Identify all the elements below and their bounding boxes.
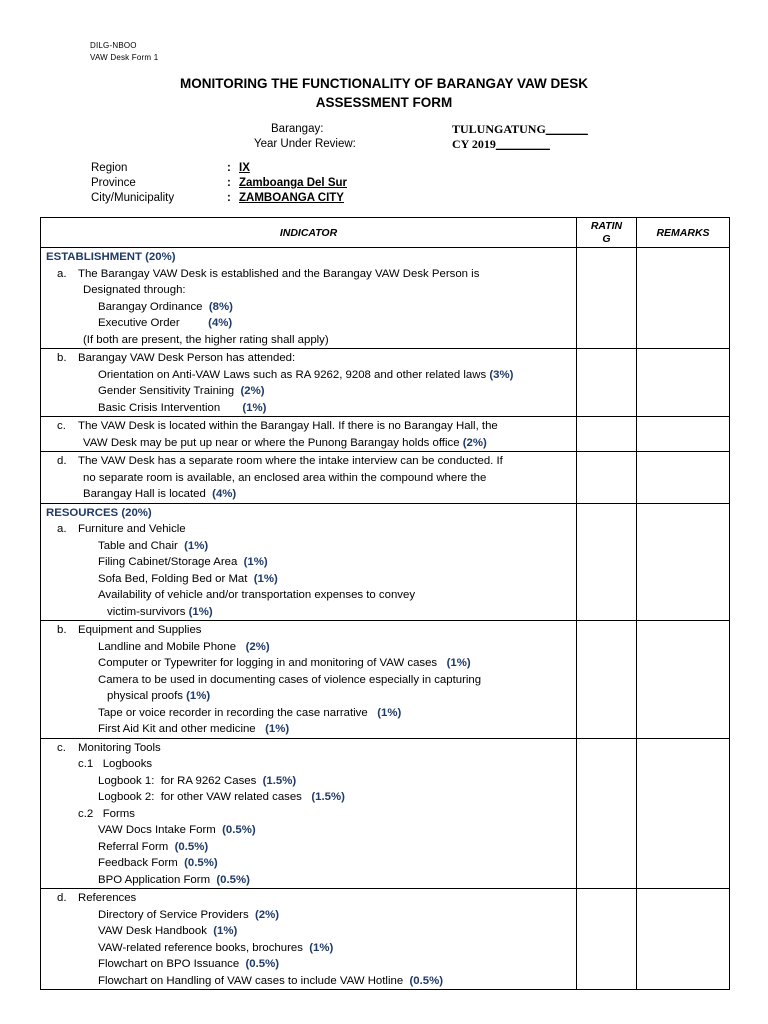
indicator-text (78, 740, 161, 757)
province-colon: : (227, 177, 231, 189)
indicator-cell (41, 738, 577, 889)
item-marker: b. (57, 352, 67, 364)
remarks-header: REMARKS (637, 218, 730, 248)
weight-percent: (2%) (254, 908, 280, 921)
table-row (41, 349, 730, 417)
indicator-text (78, 622, 201, 639)
weight-percent: (1%) (213, 925, 238, 937)
indicator-text (98, 571, 278, 588)
indicator-label: Flowchart on BPO Issuance (98, 958, 246, 970)
indicator-text (78, 266, 479, 283)
indicator-line (41, 350, 576, 367)
indicator-text (98, 940, 333, 957)
indicator-text (98, 315, 232, 332)
indicator-label: Landline and Mobile Phone (98, 640, 246, 653)
indicator-text (98, 538, 208, 555)
indicator-line (41, 655, 576, 672)
indicator-text (83, 486, 236, 503)
indicator-text (98, 789, 345, 806)
indicator-text (98, 855, 218, 872)
indicator-line (41, 956, 576, 973)
weight-percent: (0.5%) (222, 824, 256, 836)
remarks-cell[interactable] (637, 452, 730, 504)
city-label: City/Municipality (91, 192, 175, 204)
indicator-label: Filing Cabinet/Storage Area (98, 556, 244, 568)
item-marker: c. (57, 741, 66, 754)
indicator-line (41, 806, 576, 823)
indicator-text (83, 470, 486, 487)
remarks-cell[interactable] (637, 889, 730, 990)
rating-cell[interactable] (577, 452, 637, 504)
indicator-line (41, 721, 576, 738)
indicator-label: First Aid Kit and other medicine (98, 723, 266, 735)
rating-cell[interactable] (577, 349, 637, 417)
weight-percent: (1%) (184, 539, 209, 552)
indicator-line (41, 470, 576, 487)
indicator-text (98, 672, 481, 689)
indicator-text (98, 587, 415, 604)
indicator-line (41, 400, 576, 417)
item-marker: a. (57, 267, 67, 280)
indicator-line (41, 855, 576, 872)
remarks-cell[interactable] (637, 738, 730, 889)
province-value: Zamboanga Del Sur (239, 177, 347, 189)
region-label: Region (91, 162, 128, 174)
indicator-text (107, 688, 210, 705)
weight-percent: (0.5%) (174, 840, 209, 853)
page-title: MONITORING THE FUNCTIONALITY OF BARANGAY VAW DESK (179, 76, 589, 91)
indicator-line (41, 839, 576, 856)
indicator-line (41, 418, 576, 435)
weight-percent: (3%) (489, 368, 514, 381)
indicator-line (41, 486, 576, 503)
indicator-label: Tape or voice recorder in recording the case narrative (98, 706, 378, 719)
weight-percent: (1.5%) (262, 774, 297, 787)
indicator-cell (41, 889, 577, 990)
indicator-line (41, 672, 576, 689)
indicator-label: Equipment and Supplies (78, 624, 202, 636)
rating-header-line1: RATIN (590, 219, 623, 232)
indicator-text (78, 453, 503, 470)
indicator-label: VAW Desk Handbook (98, 925, 214, 937)
indicator-label: Gender Sensitivity Training (98, 385, 241, 397)
indicator-label: Furniture and Vehicle (78, 523, 186, 535)
indicator-text (98, 973, 443, 990)
weight-percent: (1%) (446, 657, 471, 669)
indicator-text (83, 435, 487, 452)
indicator-text (78, 418, 498, 435)
indicator-cell (41, 452, 577, 504)
indicator-label: Executive Order (98, 317, 209, 329)
indicator-text (98, 655, 471, 672)
indicator-text (78, 756, 152, 773)
indicator-text (98, 822, 256, 839)
table-row (41, 417, 730, 452)
rating-cell[interactable] (577, 738, 637, 889)
form-number: VAW Desk Form 1 (90, 53, 159, 62)
indicator-label: The VAW Desk has a separate room where the intake interview can be conducted. If (78, 455, 503, 467)
item-marker: c. (57, 420, 66, 432)
indicator-label: VAW-related reference books, brochures (98, 941, 310, 954)
indicator-text (98, 639, 270, 656)
rating-cell[interactable] (577, 889, 637, 990)
indicator-text (98, 923, 237, 940)
indicator-line (41, 505, 576, 522)
indicator-line (41, 249, 576, 266)
weight-percent: (1.5%) (311, 791, 345, 803)
weight-percent: (0.5%) (184, 857, 218, 869)
year-value (452, 137, 550, 152)
barangay-name: TULUNGATUNG (452, 122, 546, 136)
indicator-text (98, 872, 250, 889)
weight-percent: (2%) (462, 436, 487, 449)
indicator-label: The VAW Desk is located within the Barangay Hall. If there is no Barangay Hall, the (78, 420, 498, 432)
indicator-text (98, 773, 296, 790)
indicator-label: Logbook 1: for RA 9262 Cases (98, 774, 263, 787)
item-marker: b. (57, 624, 67, 636)
indicator-text (78, 890, 136, 907)
weight-percent: (0.5%) (409, 974, 444, 987)
indicator-label: Computer or Typewriter for logging in and monitoring of VAW cases (98, 657, 447, 669)
indicator-text (98, 721, 289, 738)
weight-percent: (1%) (309, 941, 334, 954)
city-colon: : (227, 192, 231, 204)
weight-percent: (1%) (243, 556, 268, 568)
indicator-cell (41, 248, 577, 349)
remarks-cell[interactable] (637, 248, 730, 349)
rating-cell[interactable] (577, 248, 637, 349)
table-row (41, 889, 730, 990)
indicator-line (41, 622, 576, 639)
indicator-line (41, 872, 576, 889)
indicator-text (78, 806, 135, 823)
indicator-text (107, 604, 213, 621)
indicator-line (41, 688, 576, 705)
indicator-line (41, 315, 576, 332)
weight-percent: (0.5%) (245, 958, 280, 970)
indicator-label: Directory of Service Providers (98, 908, 255, 921)
indicator-label: VAW Desk may be put up near or where the Punong Barangay holds office (83, 436, 463, 449)
indicator-label: c.2 Forms (78, 807, 135, 820)
indicator-header: INDICATOR (41, 218, 577, 248)
weight-percent: (1%) (186, 690, 211, 702)
indicator-label: c.1 Logbooks (78, 758, 153, 770)
indicator-line (41, 907, 576, 924)
table-row (41, 503, 730, 621)
indicator-label: Sofa Bed, Folding Bed or Mat (98, 572, 254, 585)
indicator-line (41, 435, 576, 452)
indicator-line (41, 940, 576, 957)
indicator-line (41, 299, 576, 316)
remarks-cell[interactable] (637, 417, 730, 452)
indicator-label: Designated through: (83, 284, 186, 296)
indicator-line (41, 383, 576, 400)
indicator-line (41, 521, 576, 538)
indicator-label: Table and Chair (98, 539, 185, 552)
indicator-line (41, 740, 576, 757)
indicator-label: Logbook 2: for other VAW related cases (98, 791, 312, 803)
indicator-text (78, 521, 186, 538)
indicator-line (41, 923, 576, 940)
indicator-line (41, 266, 576, 283)
item-marker: d. (57, 455, 67, 467)
year-label: Year Under Review: (254, 138, 356, 150)
remarks-cell[interactable] (637, 503, 730, 621)
indicator-text (83, 282, 186, 299)
indicator-label: Feedback Form (98, 857, 185, 869)
indicator-label: no separate room is available, an enclosed area within the compound where the (83, 471, 487, 484)
region-value: IX (239, 162, 250, 174)
indicator-line (41, 890, 576, 907)
indicator-line (41, 587, 576, 604)
indicator-line (41, 604, 576, 621)
indicator-label: victim-survivors (107, 605, 189, 618)
indicator-line (41, 773, 576, 790)
table-row (41, 452, 730, 504)
indicator-label: Availability of vehicle and/or transportation expenses to convey (98, 589, 416, 601)
rating-header (577, 218, 637, 248)
indicator-line (41, 789, 576, 806)
indicator-label: VAW Docs Intake Form (98, 824, 223, 836)
indicator-label: Orientation on Anti-VAW Laws such as RA 9262, 9208 and other related laws (98, 368, 490, 381)
indicator-text (98, 400, 266, 417)
province-label: Province (91, 177, 136, 189)
indicator-text (98, 383, 265, 400)
remarks-cell[interactable] (637, 349, 730, 417)
indicator-label: The Barangay VAW Desk is established and the Barangay VAW Desk Person is (78, 267, 480, 280)
form-code: DILG-NBOO (90, 41, 137, 50)
indicator-line (41, 639, 576, 656)
indicator-label: References (78, 892, 137, 904)
barangay-fill-line: _______ (545, 122, 588, 136)
indicator-line (41, 571, 576, 588)
indicator-label: Flowchart on Handling of VAW cases to include VAW Hotline (98, 974, 410, 987)
city-value: ZAMBOANGA CITY (239, 192, 344, 204)
weight-percent: (2%) (240, 385, 265, 397)
weight-percent: (0.5%) (216, 873, 250, 886)
indicator-text (83, 332, 329, 349)
indicator-label: Camera to be used in documenting cases of violence especially in capturing (98, 673, 482, 686)
weight-percent: (1%) (242, 401, 267, 414)
table-row (41, 738, 730, 889)
item-marker: d. (57, 892, 67, 904)
weight-percent: (8%) (208, 300, 233, 313)
indicator-line (41, 538, 576, 555)
section-heading: ESTABLISHMENT (20%) (46, 251, 176, 263)
rating-cell[interactable] (577, 417, 637, 452)
indicator-cell (41, 417, 577, 452)
indicator-cell (41, 349, 577, 417)
indicator-cell (41, 503, 577, 621)
rating-cell[interactable] (577, 503, 637, 621)
rating-header-line2: G (602, 232, 611, 245)
indicator-line (41, 822, 576, 839)
weight-percent: (1%) (188, 605, 213, 618)
indicator-line (41, 282, 576, 299)
table-row (41, 621, 730, 739)
indicator-label: Referral Form (98, 840, 175, 853)
weight-percent: (1%) (265, 723, 290, 735)
indicator-text (98, 839, 208, 856)
indicator-line (41, 756, 576, 773)
rating-cell[interactable] (577, 621, 637, 739)
table-body (41, 248, 730, 990)
indicator-label: physical proofs (107, 690, 187, 702)
page-subtitle: ASSESSMENT FORM (315, 95, 453, 110)
weight-percent: (4%) (212, 488, 237, 500)
indicator-label: Barangay Hall is located (83, 488, 213, 500)
indicator-line (41, 973, 576, 990)
item-marker: a. (57, 523, 67, 535)
indicator-label: (If both are present, the higher rating shall apply) (83, 333, 329, 346)
barangay-label: Barangay: (271, 123, 324, 135)
indicator-text (98, 367, 513, 384)
indicator-label: BPO Application Form (98, 873, 217, 886)
indicator-label: Monitoring Tools (78, 741, 161, 754)
indicator-cell (41, 621, 577, 739)
weight-percent: (2%) (245, 640, 270, 653)
indicator-text (98, 299, 233, 316)
indicator-label: Basic Crisis Intervention (98, 401, 243, 414)
section-heading: RESOURCES (20%) (46, 506, 152, 519)
indicator-line (41, 332, 576, 349)
indicator-line (41, 453, 576, 470)
table-row (41, 248, 730, 349)
region-colon: : (227, 162, 231, 174)
indicator-text (98, 956, 279, 973)
indicator-label: Barangay VAW Desk Person has attended: (78, 352, 296, 364)
indicator-line (41, 705, 576, 722)
table-header-row (41, 218, 730, 248)
weight-percent: (4%) (208, 317, 233, 329)
indicator-label: Barangay Ordinance (98, 300, 209, 313)
indicator-line (41, 367, 576, 384)
remarks-cell[interactable] (637, 621, 730, 739)
year-fill-line: _________ (495, 137, 550, 151)
indicator-text (98, 705, 401, 722)
indicator-line (41, 554, 576, 571)
indicator-text (78, 350, 295, 367)
weight-percent: (1%) (377, 706, 402, 719)
indicator-text (98, 554, 268, 571)
weight-percent: (1%) (253, 572, 278, 585)
assessment-table (40, 217, 730, 990)
indicator-text (98, 907, 279, 924)
year-text: CY 2019 (452, 137, 496, 151)
barangay-value (452, 122, 588, 137)
